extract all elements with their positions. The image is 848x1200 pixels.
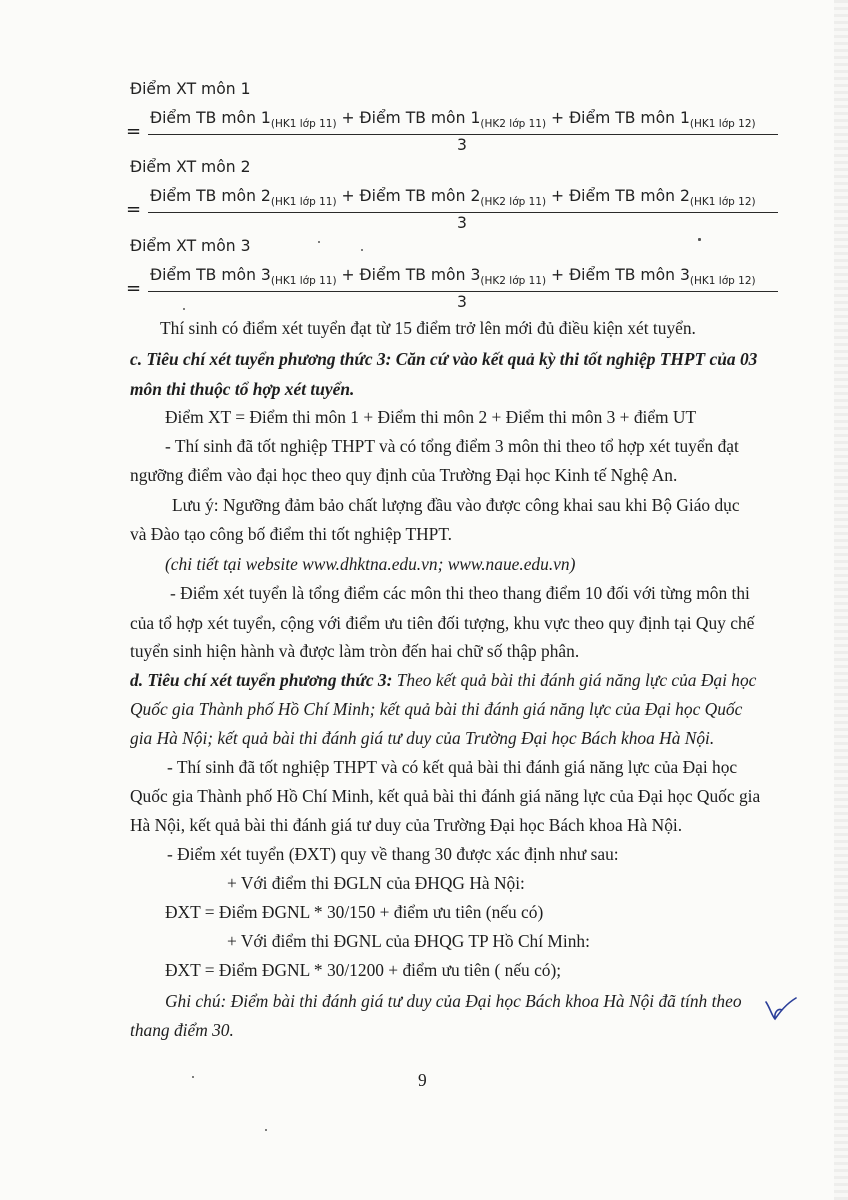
formula-2-denominator: 3	[457, 214, 467, 232]
formula-3-fraction-bar	[148, 291, 778, 292]
scan-edge	[834, 0, 848, 1200]
formula-1-label: Điểm XT môn 1	[130, 80, 251, 98]
section-c-heading-line1: c. Tiêu chí xét tuyển phương thức 3: Căn cứ vào kết quả kỳ thi tốt nghiệp THPT của 03	[130, 349, 758, 369]
section-c-note-line1: Lưu ý: Ngưỡng đảm bảo chất lượng đầu vào được công khai sau khi Bộ Giáo dục	[172, 495, 740, 515]
formula-3-equals: =	[126, 278, 142, 299]
scan-speck	[698, 238, 701, 241]
formula-2-fraction-bar	[148, 212, 778, 213]
section-c-formula: Điểm XT = Điểm thi môn 1 + Điểm thi môn 2 + Điểm thi môn 3 + điểm UT	[165, 407, 697, 427]
ghichu-line1: Ghi chú: Điểm bài thi đánh giá tư duy của Đại học Bách khoa Hà Nội đã tính theo	[165, 991, 742, 1011]
scan-speck	[192, 1076, 194, 1078]
section-d-p1-line3: Hà Nội, kết quả bài thi đánh giá tư duy của Trường Đại học Bách khoa Hà Nội.	[130, 815, 683, 835]
section-c-heading-line2: môn thi thuộc tổ hợp xét tuyển.	[130, 379, 355, 399]
hanoi-formula: ĐXT = Điểm ĐGNL * 30/150 + điểm ưu tiên (nếu có)	[165, 902, 544, 922]
scan-speck	[361, 249, 363, 251]
section-c-p2-line1: - Điểm xét tuyển là tổng điểm các môn thi theo thang điểm 10 đối với từng môn thi	[170, 583, 750, 603]
section-c-p2-line2: của tổ hợp xét tuyển, cộng với điểm ưu tiên đối tượng, khu vực theo quy định tại Quy chế	[130, 613, 755, 633]
min-score-note: Thí sinh có điểm xét tuyển đạt từ 15 điểm trở lên mới đủ điều kiện xét tuyển.	[160, 318, 696, 338]
initial-signature-mark	[762, 994, 802, 1024]
hcm-label: + Với điểm thi ĐGNL của ĐHQG TP Hồ Chí Minh:	[227, 931, 590, 951]
formula-3-numerator: Điểm TB môn $3_{(HK1 lớp 11)}$ + Điểm TB môn $3_{(HK2 lớp 11)}$ + Điểm TB môn $3_{(HK1 lớp 12)}$	[150, 266, 756, 287]
formula-2-label: Điểm XT môn 2	[130, 158, 251, 176]
scan-speck	[183, 308, 185, 310]
formula-3-denominator: 3	[457, 293, 467, 311]
section-d-p2: - Điểm xét tuyển (ĐXT) quy về thang 30 được xác định như sau:	[167, 844, 619, 864]
section-d-heading-line1: d. Tiêu chí xét tuyển phương thức 3: Theo kết quả bài thi đánh giá năng lực của Đại học	[130, 670, 757, 690]
formula-2-numerator: Điểm TB môn $2_{(HK1 lớp 11)}$ + Điểm TB môn $2_{(HK2 lớp 11)}$ + Điểm TB môn $2_{(HK1 lớp 12)}$	[150, 187, 756, 208]
section-c-p1-line2: ngưỡng điểm vào đại học theo quy định của Trường Đại học Kinh tế Nghệ An.	[130, 465, 678, 485]
formula-1-denominator: 3	[457, 136, 467, 154]
ghichu-line2: thang điểm 30.	[130, 1020, 234, 1040]
scan-speck	[265, 1129, 267, 1131]
section-c-p1-line1: - Thí sinh đã tốt nghiệp THPT và có tổng điểm 3 môn thi theo tổ hợp xét tuyển đạt	[165, 436, 739, 456]
hanoi-label: + Với điểm thi ĐGLN của ĐHQG Hà Nội:	[227, 873, 525, 893]
formula-1-numerator: Điểm TB môn $1_{(HK1 lớp 11)}$ + Điểm TB môn $1_{(HK2 lớp 11)}$ + Điểm TB môn $1_{(HK1 lớp 12)}$	[150, 109, 756, 130]
section-c-website: (chi tiết tại website www.dhktna.edu.vn; www.naue.edu.vn)	[165, 554, 576, 574]
formula-3-label: Điểm XT môn 3	[130, 237, 251, 255]
section-c-p2-line3: tuyển sinh hiện hành và được làm tròn đến hai chữ số thập phân.	[130, 641, 580, 661]
section-d-heading-line3: gia Hà Nội; kết quả bài thi đánh giá tư duy của Trường Đại học Bách khoa Hà Nội.	[130, 728, 715, 748]
formula-1-equals: =	[126, 121, 142, 142]
formula-1-fraction-bar	[148, 134, 778, 135]
hcm-formula: ĐXT = Điểm ĐGNL * 30/1200 + điểm ưu tiên ( nếu có);	[165, 960, 562, 980]
page-number: 9	[418, 1070, 427, 1090]
section-d-heading-line2: Quốc gia Thành phố Hồ Chí Minh; kết quả bài thi đánh giá năng lực của Đại học Quốc	[130, 699, 743, 719]
formula-2-equals: =	[126, 199, 142, 220]
section-d-p1-line2: Quốc gia Thành phố Hồ Chí Minh, kết quả bài thi đánh giá năng lực của Đại học Quốc gia	[130, 786, 761, 806]
section-d-p1-line1: - Thí sinh đã tốt nghiệp THPT và có kết quả bài thi đánh giá năng lực của Đại học	[167, 757, 738, 777]
section-c-note-line2: và Đào tạo công bố điểm thi tốt nghiệp THPT.	[130, 524, 452, 544]
scan-speck	[318, 241, 320, 243]
